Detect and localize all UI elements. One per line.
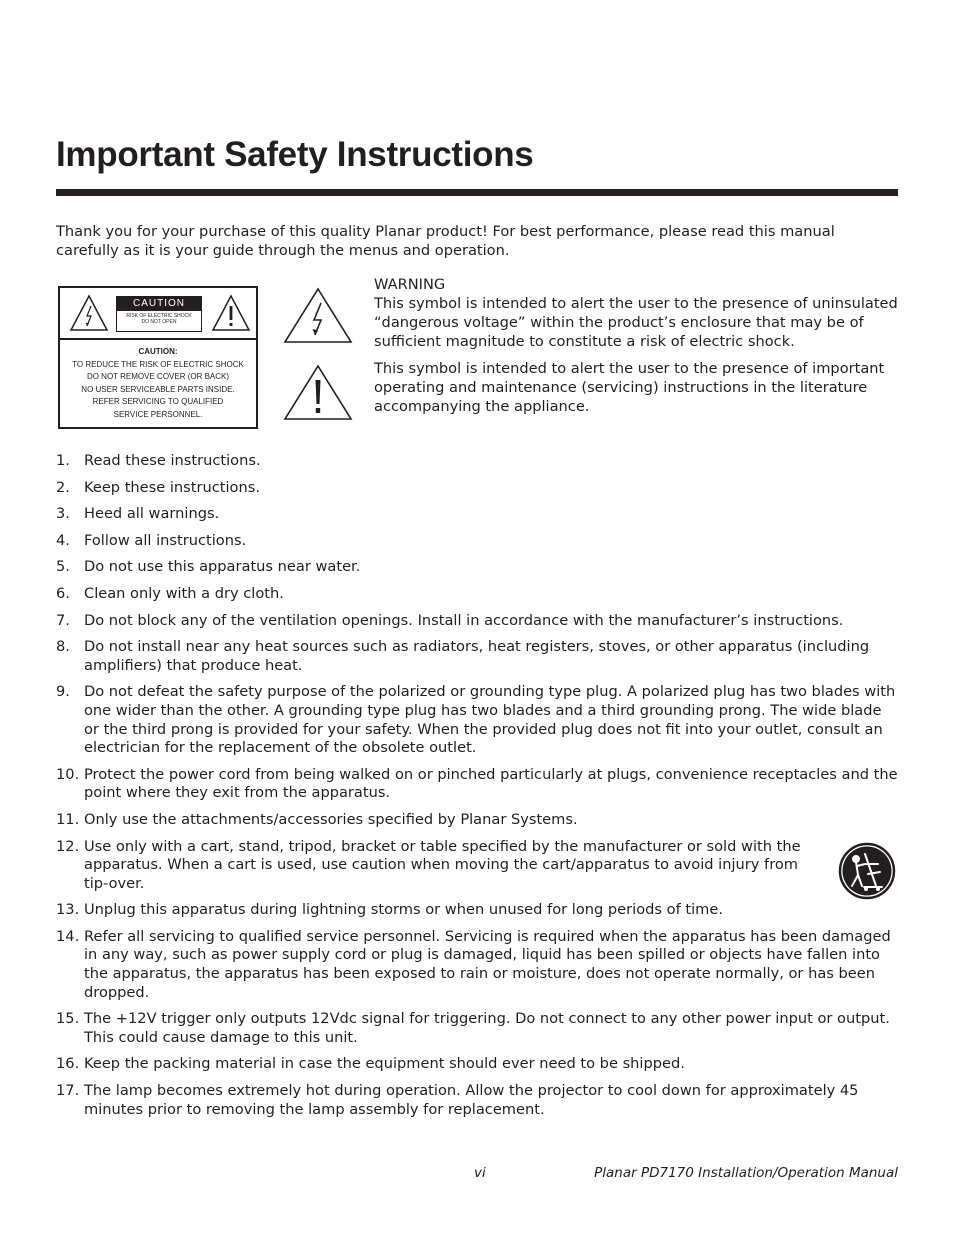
page-title: Important Safety Instructions	[56, 135, 534, 174]
item-text: Unplug this apparatus during lightning storms or when unused for long periods of time.	[84, 901, 723, 919]
item-text: Use only with a cart, stand, tripod, bracket or table specified by the manufacturer or sold with the apparatus. When a cart is used, use caution when moving the cart/apparatus to avoid injury from tip-over.	[84, 837, 801, 892]
item-number: 10.	[56, 765, 80, 783]
list-item	[56, 766, 901, 803]
item-text: Do not use this apparatus near water.	[84, 558, 361, 576]
list-item	[56, 532, 901, 551]
item-number: 6.	[56, 584, 70, 602]
list-item	[56, 838, 901, 894]
item-text: The lamp becomes extremely hot during operation. Allow the projector to cool down for approximately 45 minutes prior to removing the lamp assembly for replacement.	[84, 1082, 859, 1118]
item-number: 12.	[56, 837, 80, 855]
item-number: 15.	[56, 1010, 80, 1028]
caution-divider	[60, 338, 256, 340]
list-item	[56, 1055, 901, 1074]
list-item	[56, 585, 901, 604]
caution-small-text-1: RISK OF ELECTRIC SHOCK	[126, 313, 192, 319]
item-number: 5.	[56, 558, 70, 576]
list-item	[56, 452, 901, 471]
caution-line: TO REDUCE THE RISK OF ELECTRIC SHOCK	[72, 359, 244, 369]
item-text: Heed all warnings.	[84, 505, 220, 523]
warning-block	[374, 275, 904, 416]
list-item	[56, 901, 901, 920]
item-text: The +12V trigger only outputs 12Vdc signal for triggering. Do not connect to any other power input or output. This could cause damage to this unit.	[84, 1010, 890, 1046]
lightning-bolt-triangle-icon	[283, 287, 353, 344]
item-text: Clean only with a dry cloth.	[84, 584, 284, 602]
caution-bolt-icon	[69, 294, 109, 332]
safety-instructions-list	[56, 452, 901, 1127]
caution-line: SERVICE PERSONNEL.	[113, 409, 203, 419]
item-text: Do not block any of the ventilation openings. Install in accordance with the manufacturer’s instructions.	[84, 611, 844, 629]
cart-tip-over-warning-icon	[838, 842, 896, 900]
item-text: Refer all servicing to qualified service personnel. Servicing is required when the apparatus has been damaged in any way, such as power supply cord or plug is damaged, liquid has been spilled or objects have fallen into the apparatus, the apparatus has been exposed to rain or moisture, does not operate normally, or has been dropped.	[84, 927, 891, 1001]
caution-line: DO NOT REMOVE COVER (OR BACK)	[86, 372, 230, 381]
exclamation-triangle-icon	[283, 364, 353, 421]
list-item	[56, 505, 901, 524]
item-text: Only use the attachments/accessories specified by Planar Systems.	[84, 810, 578, 828]
page-number: vi	[474, 1165, 486, 1181]
item-number: 7.	[56, 611, 70, 629]
item-text: Do not defeat the safety purpose of the polarized or grounding type plug. A polarized plug has two blades with one wider than the other. A grounding type plug has two blades and a third grounding prong. The wide blade or the third prong is provided for your safety. When the provided plug does not fit into your outlet, consult an electrician for the replacement of the obsolete outlet.	[84, 683, 896, 757]
item-text: Keep these instructions.	[84, 478, 260, 496]
list-item	[56, 612, 901, 631]
caution-small-text-2: DO NOT OPEN	[141, 319, 177, 325]
manual-title: Planar PD7170 Installation/Operation Manual	[594, 1165, 898, 1181]
item-number: 13.	[56, 901, 80, 919]
caution-exclamation-icon	[211, 294, 251, 332]
item-number: 8.	[56, 638, 70, 656]
intro-paragraph: Thank you for your purchase of this quality Planar product! For best performance, please read this manual carefully as it is your guide through the menus and operation.	[56, 223, 835, 259]
list-item	[56, 1082, 901, 1119]
item-number: 14.	[56, 927, 80, 945]
list-item	[56, 811, 901, 830]
list-item	[56, 1010, 901, 1047]
caution-badge: CAUTION	[117, 297, 201, 311]
item-text: Follow all instructions.	[84, 531, 247, 549]
caution-heading: CAUTION:	[138, 347, 178, 356]
warning-voltage-text: This symbol is intended to alert the user to the presence of uninsulated “dangerous voltage” within the product’s enclosure that may be of sufficient magnitude to constitute a risk of electric shock.	[374, 295, 898, 350]
warning-instructions-text: This symbol is intended to alert the user to the presence of important operating and maintenance (servicing) instructions in the literature accompanying the appliance.	[374, 360, 885, 415]
item-text: Read these instructions.	[84, 452, 261, 469]
item-number: 9.	[56, 683, 70, 701]
item-text: Keep the packing material in case the equipment should ever need to be shipped.	[84, 1055, 685, 1073]
warning-heading: WARNING	[374, 276, 446, 293]
item-number: 4.	[56, 531, 70, 549]
item-number: 2.	[56, 478, 70, 496]
list-item	[56, 638, 901, 675]
list-item	[56, 558, 901, 577]
caution-text-block	[60, 346, 256, 421]
caution-line: REFER SERVICING TO QUALIFIED	[92, 397, 224, 406]
caution-label	[58, 286, 258, 429]
item-number: 17.	[56, 1082, 80, 1100]
caution-label-top	[60, 288, 256, 340]
item-number: 11.	[56, 810, 80, 828]
item-number: 3.	[56, 505, 70, 523]
list-item	[56, 479, 901, 498]
list-item	[56, 683, 901, 757]
item-text: Protect the power cord from being walked on or pinched particularly at plugs, convenience receptacles and the point where they exit from the apparatus.	[84, 765, 898, 802]
item-number: 1.	[56, 452, 70, 469]
list-item	[56, 928, 901, 1002]
item-text: Do not install near any heat sources such as radiators, heat registers, stoves, or other apparatus (including amplifiers) that produce heat.	[84, 638, 870, 674]
caution-line: NO USER SERVICEABLE PARTS INSIDE.	[81, 384, 235, 394]
title-rule	[56, 189, 898, 196]
item-number: 16.	[56, 1055, 80, 1073]
caution-badge-box	[116, 296, 202, 332]
